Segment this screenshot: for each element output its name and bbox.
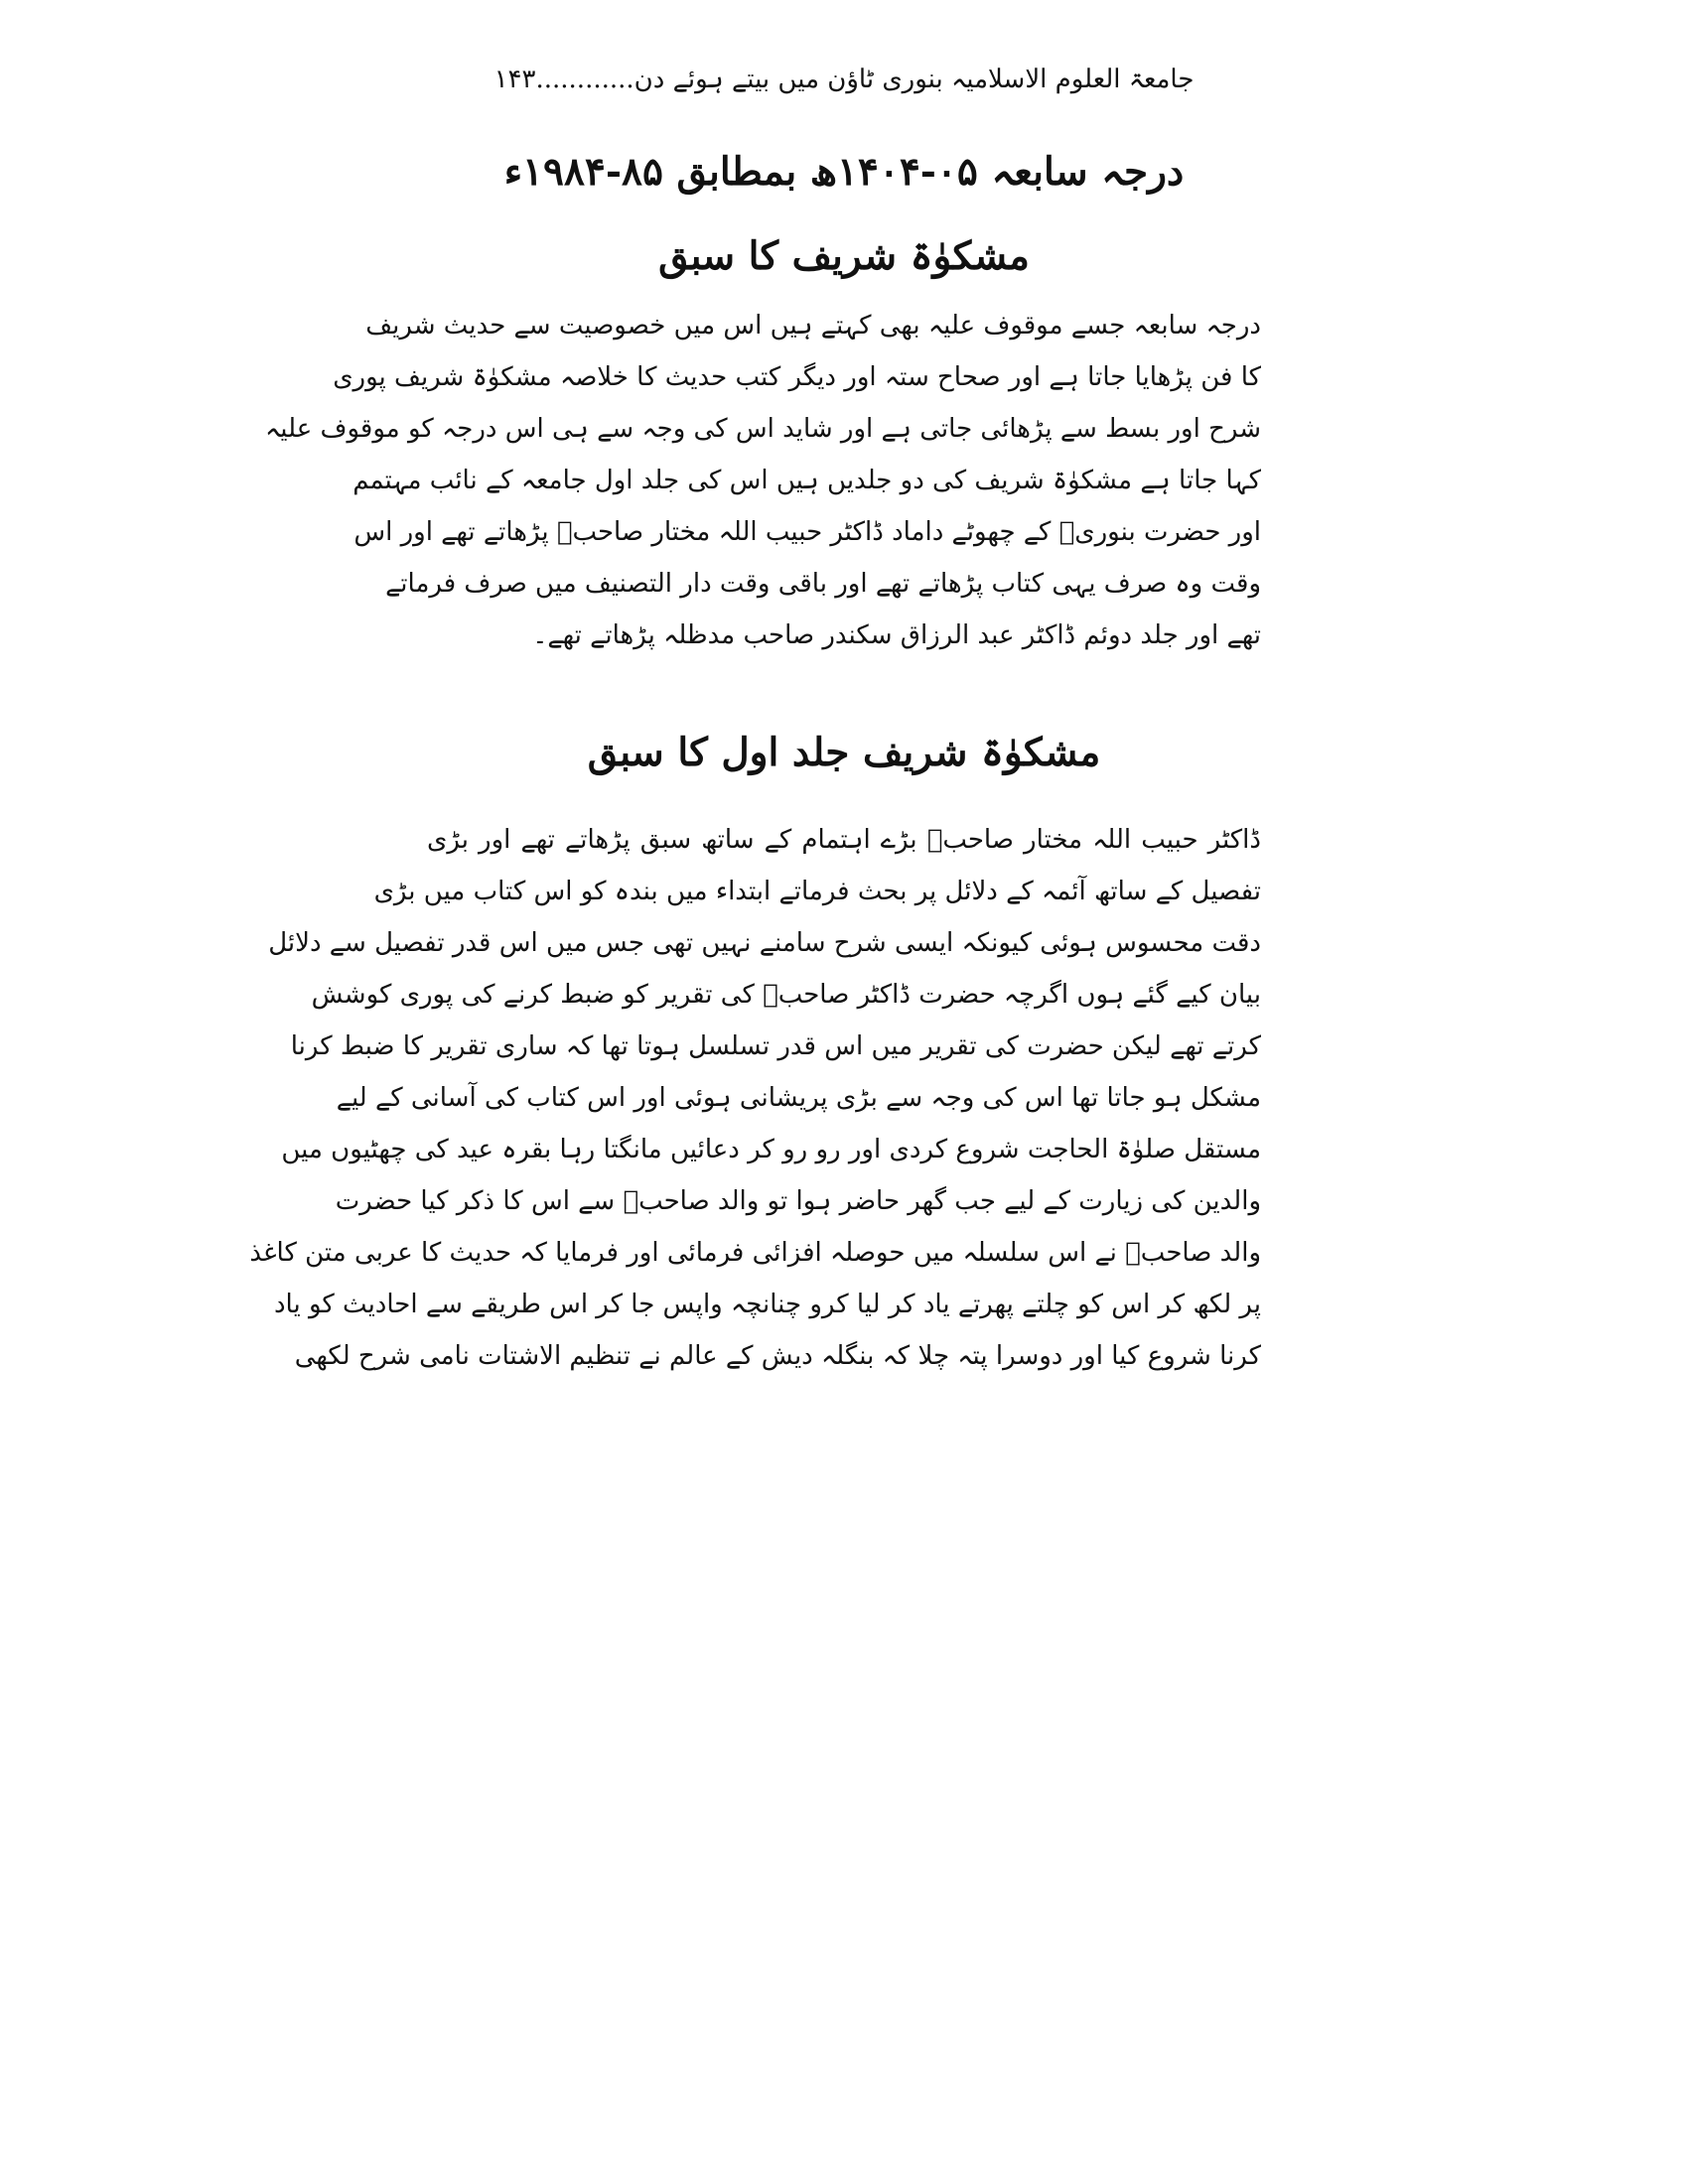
text-line: تھے اور جلد دوئم ڈاکٹر عبد الرزاق سکندر صاحب مدظلہ پڑھاتے تھے۔ bbox=[532, 620, 1261, 650]
text-line: کا فن پڑھایا جاتا ہے اور صحاح ستہ اور دیگر کتب حدیث کا خلاصہ مشکوٰۃ شریف پوری bbox=[333, 362, 1261, 392]
text-line: شرح اور بسط سے پڑھائی جاتی ہے اور شاید اس کی وجہ سے ہی اس درجہ کو موقوف علیہ bbox=[265, 414, 1261, 444]
text-line: بیان کیے گئے ہوں اگرچہ حضرت ڈاکٹر صاحبؒ کی تقریر کو ضبط کرنے کی پوری کوشش bbox=[311, 980, 1261, 1010]
page-header: جامعۃ العلوم الاسلامیہ بنوری ٹاؤن میں بیتے ہوئے دن............۱۴۳ bbox=[493, 65, 1195, 94]
text-line: والدین کی زیارت کے لیے جب گھر حاضر ہوا تو والد صاحبؒ سے اس کا ذکر کیا حضرت bbox=[335, 1186, 1261, 1216]
text-line: اور حضرت بنوریؒ کے چھوٹے داماد ڈاکٹر حبیب اللہ مختار صاحبؒ پڑھاتے تھے اور اس bbox=[353, 517, 1261, 547]
text-line: درجہ سابعہ جسے موقوف علیہ بھی کہتے ہیں اس میں خصوصیت سے حدیث شریف bbox=[365, 311, 1261, 341]
text-line: کرتے تھے لیکن حضرت کی تقریر میں اس قدر تسلسل ہوتا تھا کہ ساری تقریر کا ضبط کرنا bbox=[290, 1031, 1261, 1061]
paragraph-mishkat-intro bbox=[265, 300, 1261, 661]
text-line: پر لکھ کر اس کو چلتے پھرتے یاد کر لیا کرو چنانچہ واپس جا کر اس طریقے سے احادیث کو یاد bbox=[273, 1290, 1261, 1319]
section-heading-volume-one: مشکوٰۃ شریف جلد اول کا سبق bbox=[587, 730, 1101, 775]
text-line: کرنا شروع کیا اور دوسرا پتہ چلا کہ بنگلہ دیش کے عالم نے تنظیم الاشتات نامی شرح لکھی bbox=[294, 1341, 1261, 1371]
text-line: ڈاکٹر حبیب اللہ مختار صاحبؒ بڑے اہتمام کے ساتھ سبق پڑھاتے تھے اور بڑی bbox=[427, 825, 1261, 855]
text-line: والد صاحبؒ نے اس سلسلہ میں حوصلہ افزائی فرمائی اور فرمایا کہ حدیث کا عربی متن کاغذ bbox=[249, 1238, 1261, 1268]
text-line: کہا جاتا ہے مشکوٰۃ شریف کی دو جلدیں ہیں اس کی جلد اول جامعہ کے نائب مہتمم bbox=[352, 466, 1261, 495]
text-line: دقت محسوس ہوئی کیونکہ ایسی شرح سامنے نہیں تھی جس میں اس قدر تفصیل سے دلائل bbox=[268, 928, 1261, 958]
class-heading: درجہ سابعہ ۰۵-۱۴۰۴ھ بمطابق ۸۵-۱۹۸۴ء bbox=[503, 149, 1185, 195]
text-line: مشکل ہو جاتا تھا اس کی وجہ سے بڑی پریشانی ہوئی اور اس کتاب کی آسانی کے لیے bbox=[336, 1083, 1261, 1113]
text-line: تفصیل کے ساتھ آئمہ کے دلائل پر بحث فرماتے ابتداء میں بندہ کو اس کتاب میں بڑی bbox=[373, 877, 1261, 906]
section-heading-mishkat: مشکوٰۃ شریف کا سبق bbox=[658, 233, 1030, 279]
text-line: وقت وہ صرف یہی کتاب پڑھاتے تھے اور باقی وقت دار التصنیف میں صرف فرماتے bbox=[385, 569, 1261, 599]
paragraph-volume-one bbox=[249, 814, 1261, 1382]
text-line: مستقل صلوٰۃ الحاجت شروع کردی اور رو رو کر دعائیں مانگتا رہا بقرہ عید کی چھٹیوں میں bbox=[281, 1135, 1261, 1164]
